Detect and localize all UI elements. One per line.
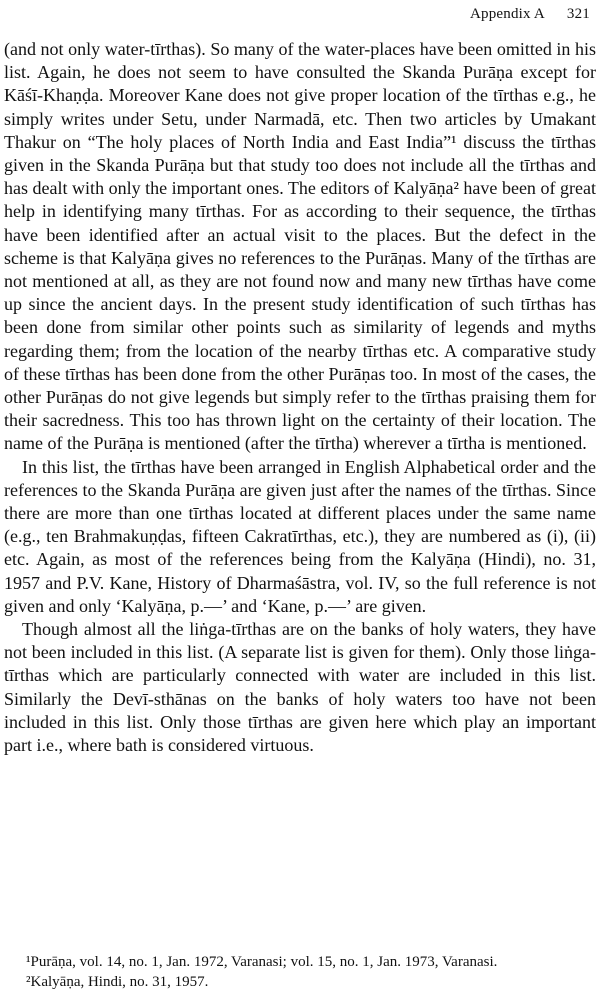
paragraph-1: (and not only water-tīrthas). So many of the water-places have been omitted in his list. Again, he does not seem to have consulted the Skanda Purāṇa except for Kāśī-Khaṇḍa. Moreover Kane does not give proper location of the tīrthas e.g., he simply writes under Setu, under Narmadā, etc. Then two articles by Umakant Thakur on “The holy places of North India and East India”¹ discuss the tīrthas given in the Skanda Purāṇa but that study too does not include all the tīrthas and has dealt with only the important ones. The editors of Kalyāṇa² have been of great help in identifying many tīrthas. For as according to their sequence, the tīrthas have been identified after an actual visit to the places. But the defect in the scheme is that Kalyāṇa gives no references to the Purāṇas. Many of the tīrthas are not mentioned at all, as they are not found now and many new tīrthas have come up since the ancient days. In the present study identification of such tīrthas has been done from similar other points such as similarity of legends and myths regarding them; from the location of the nearby tīrthas etc. A comparative study of these tīrthas has been done from the other Purāṇas too. In most of the cases, the other Purāṇas do not give legends but simply refer to the tīrthas praising them for their sacredness. This too has thrown light on the certainty of their location. The name of the Purāṇa is mentioned (after the tīrtha) wherever a tīrtha is mentioned. <box>4 39 596 454</box>
footnotes <box>26 952 596 992</box>
header-section-title: Appendix A <box>469 6 545 22</box>
footnote-2: ²Kalyāṇa, Hindi, no. 31, 1957. <box>26 974 209 990</box>
paragraph-3: Though almost all the liṅga-tīrthas are on the banks of holy waters, they have not been included in this list. (A separate list is given for them). Only those liṅga-tīrthas which are particularly connected with water are included in this list. Similarly the Devī-sthānas on the banks of holy waters too have not been included in this list. Only those tīrthas are given here which play an important part i.e., where bath is considered virtuous. <box>4 619 596 756</box>
footnote-1: ¹Purāṇa, vol. 14, no. 1, Jan. 1972, Varanasi; vol. 15, no. 1, Jan. 1973, Varanasi. <box>26 954 498 970</box>
body-text <box>4 38 596 757</box>
running-header <box>0 6 590 23</box>
paragraph-2: In this list, the tīrthas have been arranged in English Alphabetical order and the references to the Skanda Purāṇa are given just after the names of the tīrthas. Since there are more than one tīrthas located at different places under the same name (e.g., ten Brahmakuṇḍas, fifteen Cakratīrthas, etc.), they are numbered as (i), (ii) etc. Again, as most of the references being from the Kalyāṇa (Hindi), no. 31, 1957 and P.V. Kane, History of Dharmaśāstra, vol. IV, so the full reference is not given and only ‘Kalyāṇa, p.—’ and ‘Kane, p.—’ are given. <box>4 456 596 616</box>
page-number: 321 <box>566 6 590 22</box>
